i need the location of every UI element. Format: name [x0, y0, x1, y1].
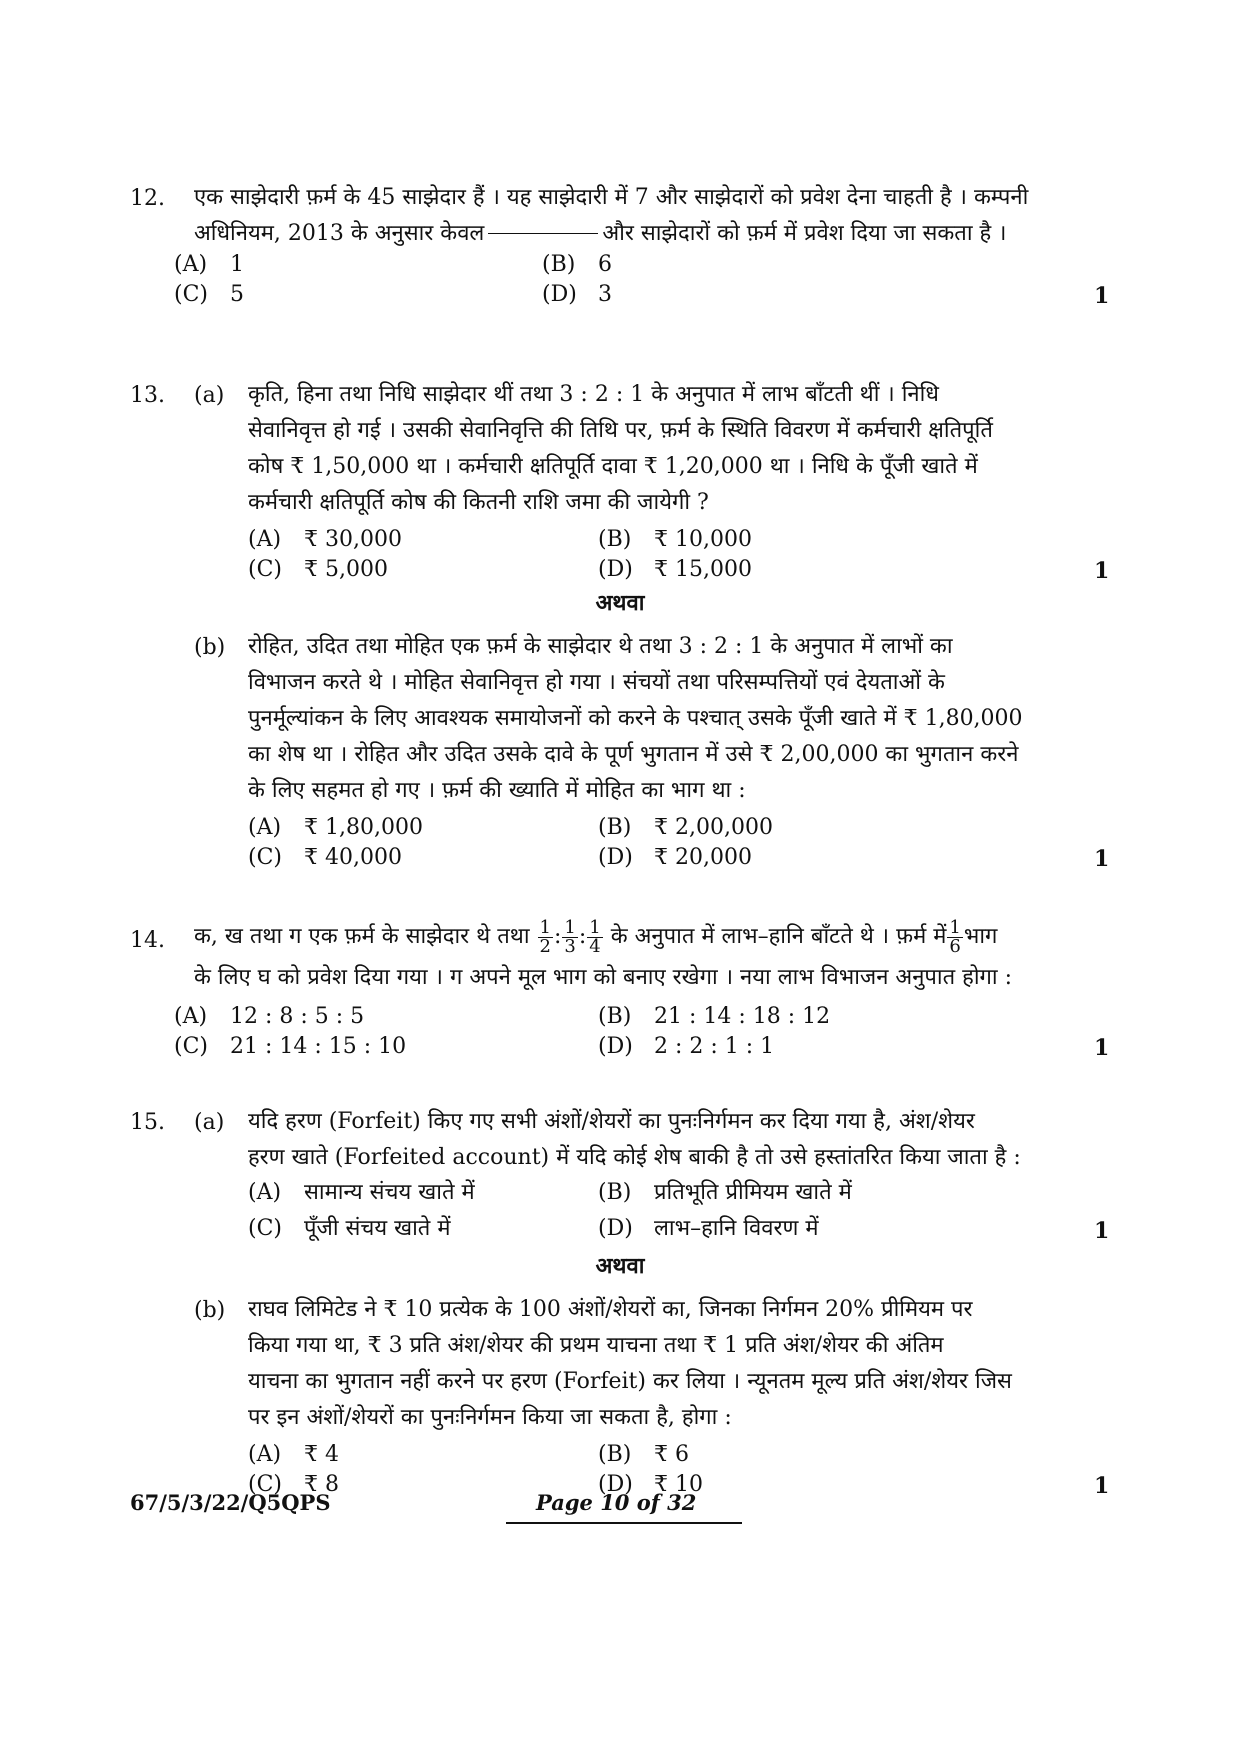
- option-label: (A): [174, 1004, 208, 1029]
- option-text: ₹ 10,000: [654, 527, 752, 552]
- marks: 1: [1094, 1473, 1110, 1499]
- question-text-line: हरण खाते (Forfeited account) में यदि कोई शेष बाकी है तो उसे हस्तांतरित किया जाता है :: [248, 1145, 1021, 1170]
- option-text: 12 : 8 : 5 : 5: [230, 1004, 365, 1029]
- question-text-part: क, ख तथा ग एक फ़र्म के साझेदार थे तथा: [194, 924, 530, 949]
- question-text-line: कृति, हिना तथा निधि साझेदार थीं तथा 3 : 2 : 1 के अनुपात में लाभ बाँटती थीं । निधि: [248, 382, 939, 407]
- marks: 1: [1094, 846, 1110, 872]
- option-label: (C): [174, 1034, 208, 1059]
- option-label: (A): [174, 252, 208, 277]
- option-d: [598, 555, 752, 585]
- question-text-line: यदि हरण (Forfeit) किए गए सभी अंशों/शेयरों का पुनःनिर्गमन कर दिया गया है, अंश/शेयर: [248, 1109, 975, 1134]
- option-label: (B): [598, 527, 632, 552]
- question-text-line: कोष ₹ 1,50,000 था । कर्मचारी क्षतिपूर्ति दावा ₹ 1,20,000 था । निधि के पूँजी खाते में: [248, 454, 978, 479]
- sub-label-b: (b): [194, 635, 226, 660]
- option-label: (C): [248, 845, 282, 870]
- ratio-fraction: [587, 916, 602, 957]
- option-label: (D): [598, 845, 633, 870]
- fraction-numerator: 1: [589, 916, 601, 938]
- option-text: 21 : 14 : 15 : 10: [230, 1034, 407, 1059]
- option-text: ₹ 15,000: [654, 557, 752, 582]
- question-text-line: पर इन अंशों/शेयरों का पुनःनिर्गमन किया जा सकता है, होगा :: [248, 1405, 732, 1430]
- option-c: [248, 1214, 451, 1244]
- option-text: 21 : 14 : 18 : 12: [654, 1004, 831, 1029]
- option-label: (A): [248, 815, 282, 840]
- fraction-denominator: 2: [539, 935, 551, 957]
- question-text-line: याचना का भुगतान नहीं करने पर हरण (Forfeit) कर लिया । न्यूनतम मूल्य प्रति अंश/शेयर जिस: [248, 1369, 1012, 1394]
- option-text: 2 : 2 : 1 : 1: [654, 1034, 775, 1059]
- option-label: (C): [248, 1472, 282, 1497]
- question-text: [248, 377, 1094, 521]
- option-label: (D): [598, 1034, 633, 1059]
- question-text-line: का शेष था । रोहित और उदित उसके दावे के पूर्ण भुगतान में उसे ₹ 2,00,000 का भुगतान करने: [248, 742, 1019, 767]
- option-text: 3: [598, 282, 612, 307]
- question-number: 13.: [130, 383, 165, 408]
- or-separator: अथवा: [595, 590, 645, 616]
- option-label: (D): [542, 282, 577, 307]
- ratio-fraction: [562, 916, 577, 957]
- question-text-line: कर्मचारी क्षतिपूर्ति कोष की कितनी राशि जमा की जायेगी ?: [248, 490, 709, 515]
- option-label: (A): [248, 1180, 282, 1205]
- option-label: (B): [598, 1004, 632, 1029]
- sub-label-b: (b): [194, 1298, 226, 1323]
- option-c: [174, 280, 244, 310]
- or-separator: अथवा: [595, 1253, 645, 1279]
- question-text-line: क, ख तथा ग एक फ़र्म के साझेदार थे तथा $\frac{1}{2}$ : $\frac{1}{3}$ : $\frac{1}{4}$ के अनुपात में लाभ–हानि बाँटते थे । फ़र्म में $\frac{1}{6}$ भाग: [194, 916, 998, 957]
- option-label: (A): [248, 1442, 282, 1467]
- page-number-underline: [506, 1522, 742, 1524]
- option-text: 1: [230, 252, 244, 277]
- marks: 1: [1094, 1035, 1110, 1061]
- question-text-line: पुनर्मूल्यांकन के लिए आवश्यक समायोजनों को करने के पश्चात् उसके पूँजी खाते में ₹ 1,80,000: [248, 706, 1023, 731]
- option-label: (A): [248, 527, 282, 552]
- option-text: ₹ 2,00,000: [654, 815, 773, 840]
- option-b: [598, 813, 773, 843]
- option-label: (B): [542, 252, 576, 277]
- option-b: [598, 1440, 689, 1470]
- question-text-line: सेवानिवृत्त हो गई । उसकी सेवानिवृत्ति की तिथि पर, फ़र्म के स्थिति विवरण में कर्मचारी क्षतिपूर्ति: [248, 418, 993, 443]
- option-d: [598, 1032, 774, 1062]
- option-c: [248, 843, 402, 873]
- question-text-line: राघव लिमिटेड ने ₹ 10 प्रत्येक के 100 अंशों/शेयरों का, जिनका निर्गमन 20% प्रीमियम पर: [248, 1297, 973, 1322]
- ratio-fraction: [538, 916, 553, 957]
- option-text: ₹ 20,000: [654, 845, 752, 870]
- question-number: 12.: [130, 186, 165, 211]
- fraction-numerator: 1: [949, 916, 961, 938]
- question-text-part: और साझेदारों को फ़र्म में प्रवेश दिया जा सकता है ।: [602, 221, 1007, 246]
- page-number: Page 10 of 32: [536, 1490, 697, 1515]
- option-b: [598, 1178, 852, 1208]
- option-a: [248, 813, 423, 843]
- option-a: [248, 1440, 339, 1470]
- option-b: [598, 525, 752, 555]
- sub-label-a: (a): [194, 383, 225, 408]
- option-c: [248, 555, 388, 585]
- fraction-denominator: 6: [949, 935, 961, 957]
- question-text: [194, 180, 1094, 252]
- option-text: ₹ 10: [654, 1472, 703, 1497]
- question-text-part: भाग: [963, 924, 998, 949]
- question-number: 15.: [130, 1110, 165, 1135]
- option-text: ₹ 4: [304, 1442, 339, 1467]
- option-b: [542, 250, 612, 280]
- option-label: (D): [598, 557, 633, 582]
- question-text-part: अधिनियम, 2013 के अनुसार केवल: [194, 221, 485, 246]
- option-d: [542, 280, 612, 310]
- option-label: (C): [174, 282, 208, 307]
- question-number: 14.: [130, 928, 165, 953]
- option-text: 6: [598, 252, 612, 277]
- question-text: [248, 629, 1094, 809]
- option-text: ₹ 6: [654, 1442, 689, 1467]
- question-text-part: के अनुपात में लाभ–हानि बाँटते थे । फ़र्म में: [610, 924, 947, 949]
- option-c: [174, 1032, 406, 1062]
- fraction-numerator: 1: [539, 916, 551, 938]
- question-text-line: के लिए घ को प्रवेश दिया गया । ग अपने मूल भाग को बनाए रखेगा । नया लाभ विभाजन अनुपात होगा :: [194, 965, 1013, 990]
- option-b: [598, 1002, 830, 1032]
- option-label: (B): [598, 1442, 632, 1467]
- option-text: ₹ 40,000: [304, 845, 402, 870]
- question-text-line: के लिए सहमत हो गए । फ़र्म की ख्याति में मोहित का भाग था :: [248, 778, 746, 803]
- question-text: [248, 1104, 1094, 1176]
- option-text: ₹ 1,80,000: [304, 815, 423, 840]
- option-text: ₹ 30,000: [304, 527, 402, 552]
- option-d: [598, 1214, 819, 1244]
- question-text: [248, 1292, 1094, 1436]
- question-text-line: एक साझेदारी फ़र्म के 45 साझेदार हैं । यह साझेदारी में 7 और साझेदारों को प्रवेश देना चाहती है । कम्पनी: [194, 185, 1029, 210]
- option-label: (D): [598, 1216, 633, 1241]
- option-text: प्रतिभूति प्रीमियम खाते में: [654, 1180, 852, 1205]
- fill-in-blank: [488, 233, 598, 234]
- option-label: (D): [598, 1472, 633, 1497]
- option-a: [174, 1002, 364, 1032]
- option-label: (C): [248, 1216, 282, 1241]
- marks: 1: [1094, 283, 1110, 309]
- option-d: [598, 843, 752, 873]
- question-text-line: किया गया था, ₹ 3 प्रति अंश/शेयर की प्रथम याचना तथा ₹ 1 प्रति अंश/शेयर की अंतिम: [248, 1333, 944, 1358]
- option-text: 5: [230, 282, 244, 307]
- fraction-numerator: 1: [564, 916, 576, 938]
- option-text: सामान्य संचय खाते में: [304, 1180, 475, 1205]
- option-text: पूँजी संचय खाते में: [304, 1216, 451, 1241]
- question-text-line: विभाजन करते थे । मोहित सेवानिवृत्त हो गया । संचयों तथा परिसम्पत्तियों एवं देयताओं के: [248, 670, 945, 695]
- option-a: [174, 250, 244, 280]
- option-label: (C): [248, 557, 282, 582]
- fraction-denominator: 3: [564, 935, 576, 957]
- option-label: (B): [598, 1180, 632, 1205]
- question-text: [194, 914, 1104, 996]
- sub-label-a: (a): [194, 1110, 225, 1135]
- option-label: (B): [598, 815, 632, 840]
- fraction-denominator: 4: [589, 935, 601, 957]
- share-fraction: [947, 916, 962, 957]
- question-text-line: रोहित, उदित तथा मोहित एक फ़र्म के साझेदार थे तथा 3 : 2 : 1 के अनुपात में लाभों का: [248, 634, 953, 659]
- option-a: [248, 1178, 475, 1208]
- option-text: ₹ 5,000: [304, 557, 388, 582]
- question-text-line: [194, 216, 1094, 252]
- option-text: लाभ–हानि विवरण में: [654, 1216, 819, 1241]
- paper-code: 67/5/3/22/Q5QPS: [130, 1490, 331, 1515]
- option-a: [248, 525, 402, 555]
- marks: 1: [1094, 558, 1110, 584]
- marks: 1: [1094, 1218, 1110, 1244]
- option-text: ₹ 8: [304, 1472, 339, 1497]
